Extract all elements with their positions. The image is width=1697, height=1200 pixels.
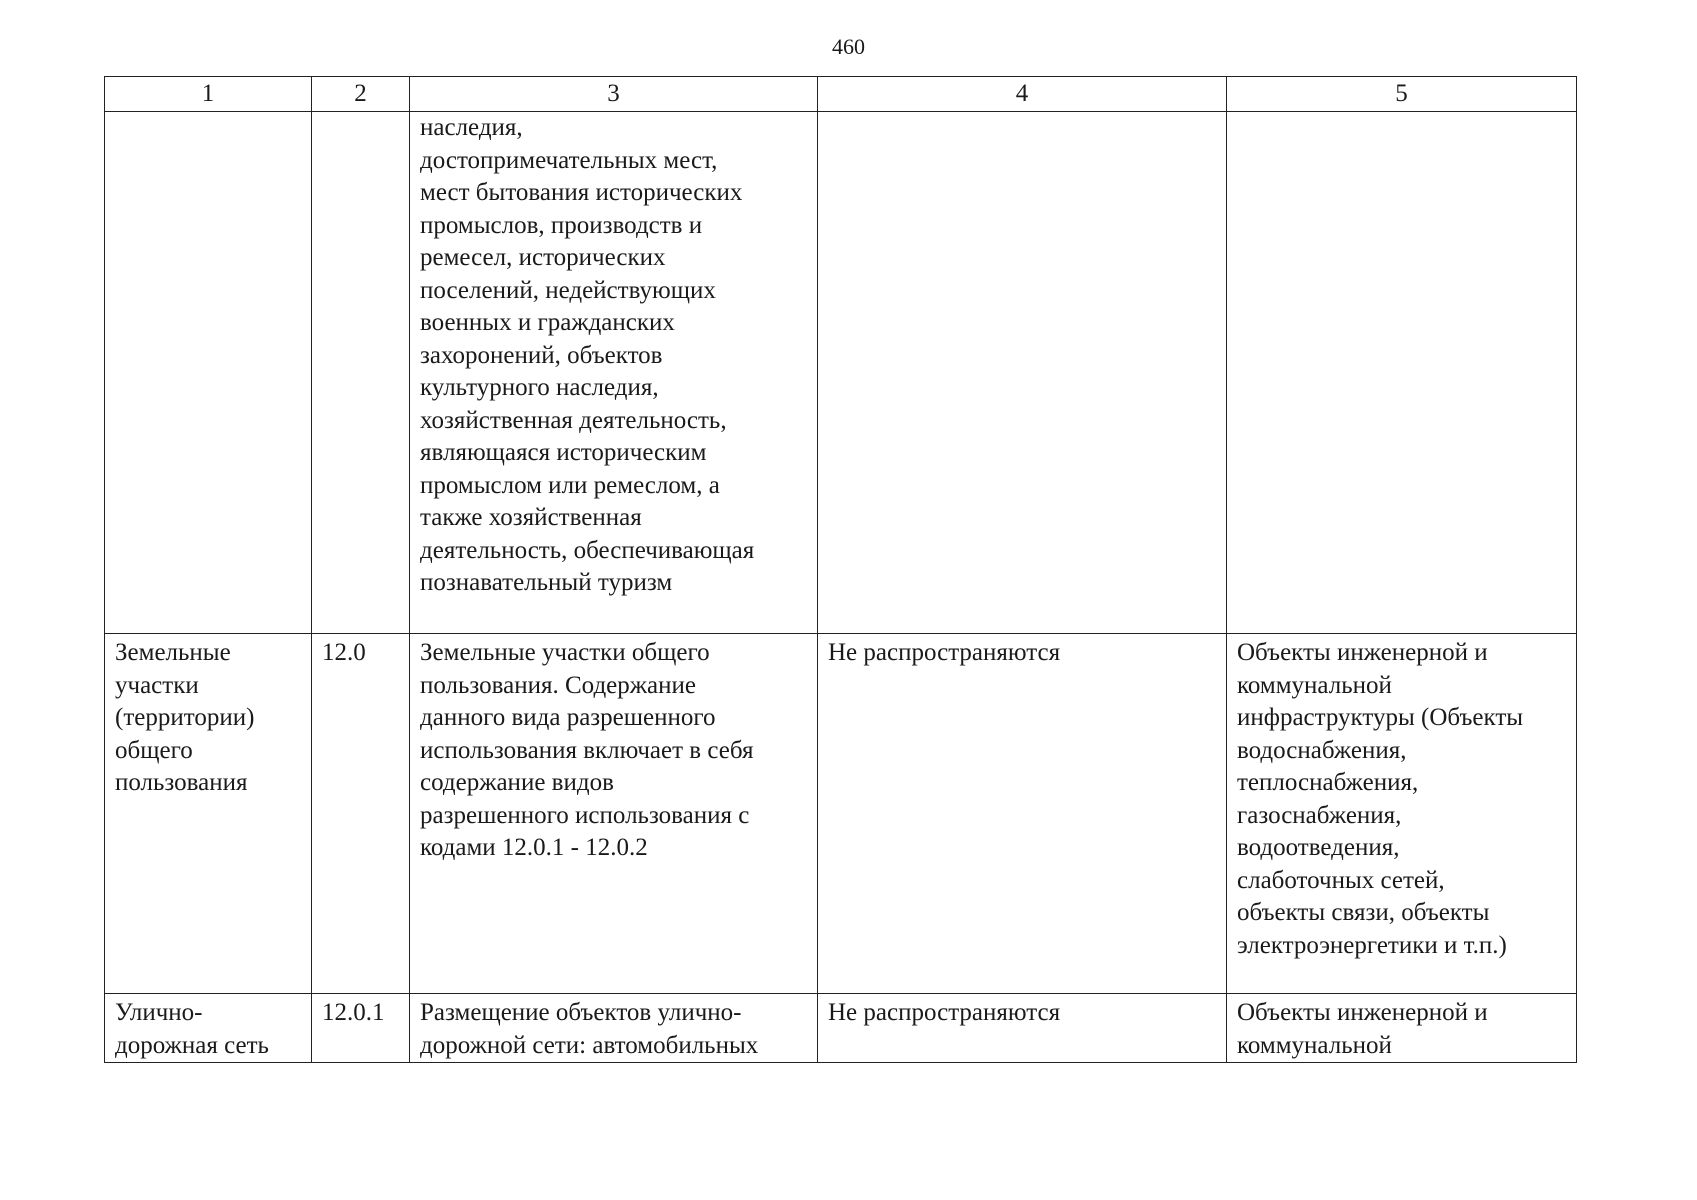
cell-restrictions: [818, 112, 1227, 634]
cell-use-code: 12.0.1: [312, 994, 410, 1063]
cell-permitted-objects: [1227, 112, 1577, 634]
cell-use-description: наследия, достопримечательных мест, мест бытования исторических промыслов, производств и ремесел, исторических поселений, недействующих военных и гражданских захоронений, объектов культурного наследия, хозяйственная деятельность, являющаяся историческим промыслом или ремеслом, а также хозяйственная деятельность, обеспечивающая познавательный туризм: [410, 112, 818, 634]
regulations-table: [104, 76, 1577, 1063]
column-header-5: 5: [1227, 77, 1577, 112]
column-header-3: 3: [410, 77, 818, 112]
table-row: [105, 994, 1577, 1063]
cell-use-name: [105, 112, 312, 634]
header-row: [105, 77, 1577, 112]
column-header-1: 1: [105, 77, 312, 112]
regulations-table-container: [104, 76, 1577, 1063]
table-row: [105, 634, 1577, 994]
cell-use-name: Улично- дорожная сеть: [105, 994, 312, 1063]
cell-permitted-objects: Объекты инженерной и коммунальной инфраструктуры (Объекты водоснабжения, теплоснабжения, газоснабжения, водоотведения, слаботочных сетей, объекты связи, объекты электроэнергетики и т.п.): [1227, 634, 1577, 994]
column-header-4: 4: [818, 77, 1227, 112]
cell-use-description: Земельные участки общего пользования. Содержание данного вида разрешенного использования включает в себя содержание видов разрешенного использования с кодами 12.0.1 - 12.0.2: [410, 634, 818, 994]
cell-use-code: [312, 112, 410, 634]
column-header-2: 2: [312, 77, 410, 112]
cell-permitted-objects: Объекты инженерной и коммунальной: [1227, 994, 1577, 1063]
cell-use-description: Размещение объектов улично- дорожной сети: автомобильных: [410, 994, 818, 1063]
cell-restrictions: Не распространяются: [818, 994, 1227, 1063]
page-number: 460: [832, 34, 865, 59]
cell-restrictions: Не распространяются: [818, 634, 1227, 994]
cell-use-code: 12.0: [312, 634, 410, 994]
table-row: [105, 112, 1577, 634]
cell-use-name: Земельные участки (территории) общего пользования: [105, 634, 312, 994]
